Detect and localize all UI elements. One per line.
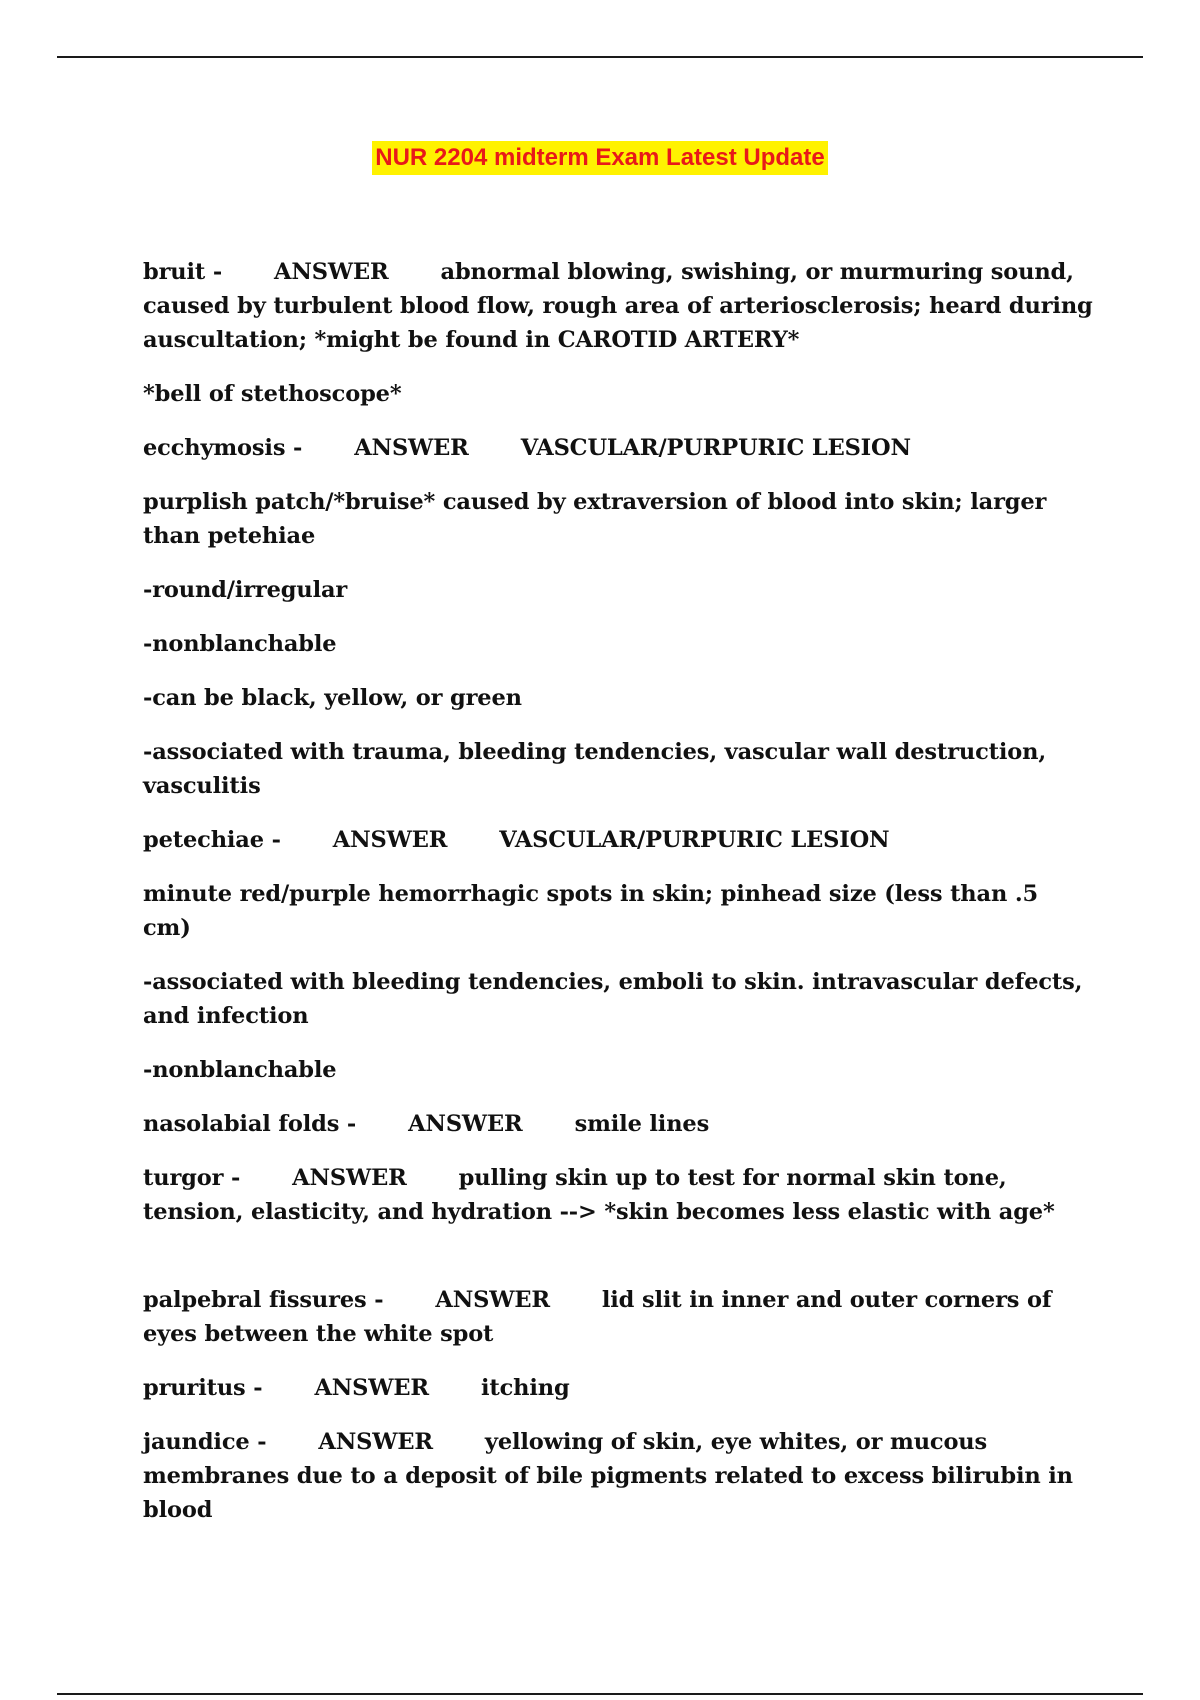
answer-label: ANSWER	[332, 827, 448, 853]
entry-note: -nonblanchable	[143, 1057, 337, 1083]
entry-term: jaundice -	[143, 1429, 267, 1455]
entry-definition: lid slit in inner and outer corners of eyes between the white spot	[143, 1287, 1052, 1347]
title-container	[0, 141, 1200, 175]
entry-palpebral-fissures	[143, 1283, 1093, 1351]
entry-turgor	[143, 1161, 1093, 1229]
document-title: NUR 2204 midterm Exam Latest Update	[372, 141, 827, 175]
entry-term: turgor -	[143, 1165, 241, 1191]
entry-definition: smile lines	[574, 1111, 710, 1137]
entry-term: nasolabial folds -	[143, 1111, 357, 1137]
entry-nasolabial-folds	[143, 1107, 1093, 1141]
entry-definition: VASCULAR/PURPURIC LESION	[499, 827, 890, 853]
entry-definition: yellowing of skin, eye whites, or mucous membranes due to a deposit of bile pigments related to excess bilirubin in blood	[143, 1429, 1073, 1523]
entry-jaundice	[143, 1425, 1093, 1527]
entry-note: *bell of stethoscope*	[143, 381, 402, 407]
entry-note: -nonblanchable	[143, 631, 337, 657]
answer-label: ANSWER	[292, 1165, 407, 1191]
entry-term: palpebral fissures -	[143, 1287, 384, 1313]
entry-definition: pulling skin up to test for normal skin tone, tension, elasticity, and hydration --> *skin becomes less elastic with age*	[143, 1165, 1055, 1225]
entry-note: -associated with trauma, bleeding tendencies, vascular wall destruction, vasculitis	[143, 739, 1047, 799]
entry-note: purplish patch/*bruise* caused by extraversion of blood into skin; larger than petehiae	[143, 489, 1047, 549]
entry-definition: itching	[480, 1375, 570, 1401]
answer-label: ANSWER	[314, 1375, 429, 1401]
bottom-rule	[57, 1693, 1143, 1695]
entry-term: ecchymosis -	[143, 435, 303, 461]
answer-label: ANSWER	[274, 259, 389, 285]
entry-note: -can be black, yellow, or green	[143, 685, 522, 711]
entry-note: minute red/purple hemorrhagic spots in skin; pinhead size (less than .5 cm)	[143, 881, 1039, 941]
entry-definition: VASCULAR/PURPURIC LESION	[520, 435, 911, 461]
entry-pruritus	[143, 1371, 1093, 1405]
entry-note: -round/irregular	[143, 577, 348, 603]
entry-definition: abnormal blowing, swishing, or murmuring sound, caused by turbulent blood flow, rough area of arteriosclerosis; heard during auscultation; *might be found in CAROTID ARTERY*	[143, 259, 1093, 353]
document-body	[143, 255, 1093, 1547]
answer-label: ANSWER	[354, 435, 469, 461]
entry-bruit	[143, 255, 1093, 357]
entry-term: petechiae -	[143, 827, 281, 853]
entry-note: -associated with bleeding tendencies, emboli to skin. intravascular defects, and infection	[143, 969, 1083, 1029]
entry-ecchymosis	[143, 431, 1093, 465]
entry-petechiae	[143, 823, 1093, 857]
top-rule	[57, 56, 1143, 58]
answer-label: ANSWER	[408, 1111, 523, 1137]
entry-term: pruritus -	[143, 1375, 263, 1401]
answer-label: ANSWER	[435, 1287, 550, 1313]
entry-term: bruit -	[143, 259, 223, 285]
answer-label: ANSWER	[318, 1429, 433, 1455]
